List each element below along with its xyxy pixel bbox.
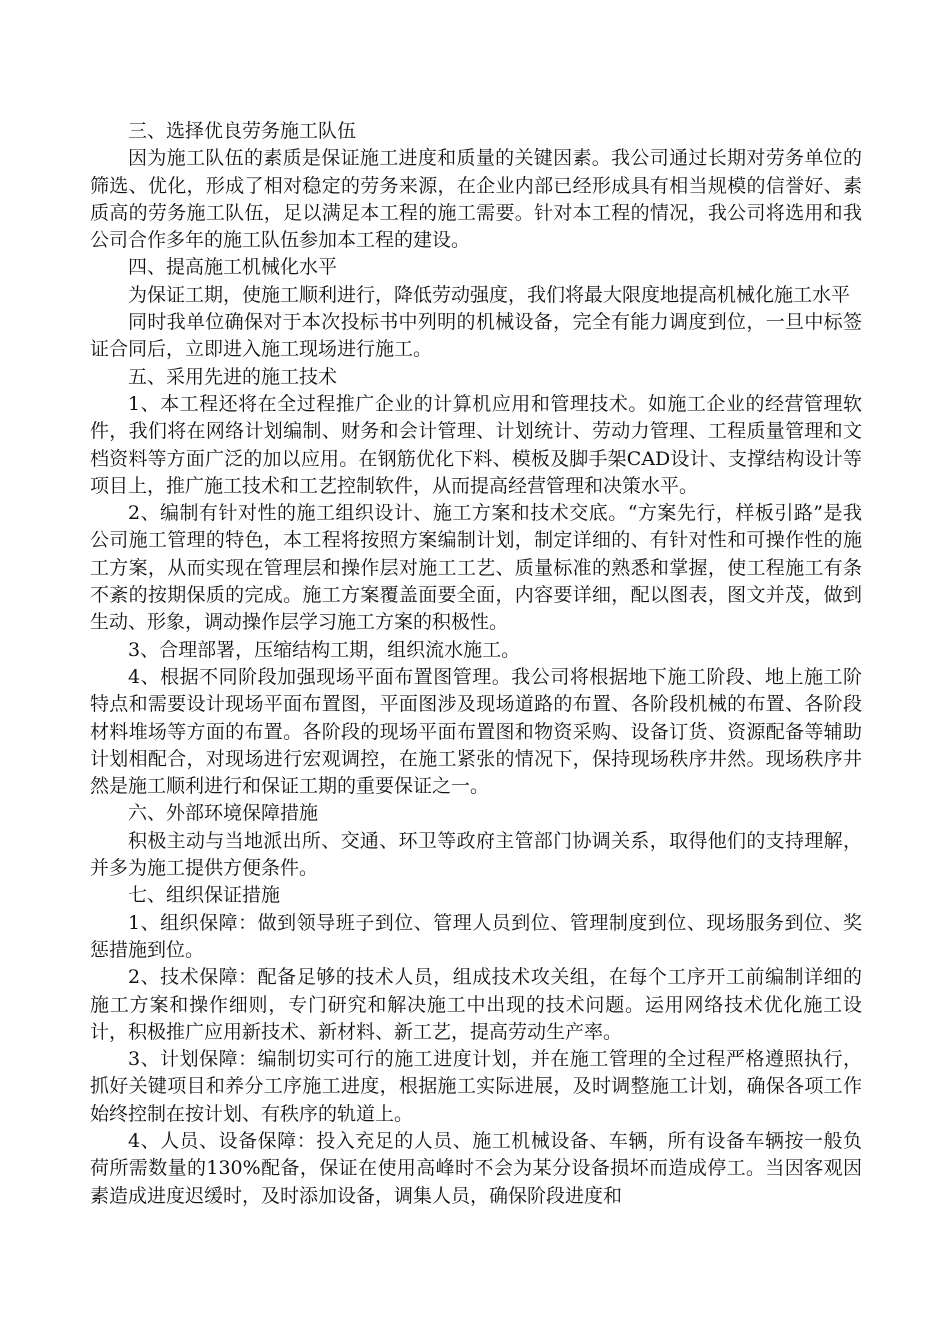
- section-heading-7: 七、组织保证措施: [128, 884, 281, 907]
- paragraph: 1、组织保障：做到领导班子到位、管理人员到位、管理制度到位、现场服务到位、奖惩措施到位。: [90, 911, 862, 961]
- paragraph: 2、技术保障：配备足够的技术人员，组成技术攻关组，在每个工序开工前编制详细的施工方案和操作细则，专门研究和解决施工中出现的技术问题。运用网络技术优化施工设计，积极推广应用新技术、新材料、新工艺，提高劳动生产率。: [90, 966, 862, 1043]
- paragraph: 为保证工期，使施工顺利进行，降低劳动强度，我们将最大限度地提高机械化施工水平: [128, 283, 851, 306]
- section-heading-6: 六、外部环境保障措施: [128, 802, 319, 825]
- paragraph: 积极主动与当地派出所、交通、环卫等政府主管部门协调关系，取得他们的支持理解，并多为施工提供方便条件。: [90, 829, 862, 880]
- paragraph: 2、编制有针对性的施工组织设计、施工方案和技术交底。“方案先行，样板引路”是我公司施工管理的特色，本工程将按照方案编制计划，制定详细的、有针对性和可操作性的施工方案，从而实现在管理层和操作层对施工工艺、质量标准的熟悉和掌握，使工程施工有条不紊的按期保质的完成。施工方案覆盖面要全面，内容要详细，配以图表，图文并茂，做到生动、形象，调动操作层学习施工方案的积极性。: [90, 502, 862, 634]
- section-heading-3: 三、选择优良劳务施工队伍: [128, 120, 357, 142]
- document-page: [90, 118, 862, 1210]
- section-heading-5: 五、采用先进的施工技术: [128, 365, 338, 388]
- paragraph: 1、本工程还将在全过程推广企业的计算机应用和管理技术。如施工企业的经营管理软件，我们将在网络计划编制、财务和会计管理、计划统计、劳动力管理、工程质量管理和文档资料等方面广泛的加以应用。在钢筋优化下料、模板及脚手架CAD设计、支撑结构设计等项目上，推广施工技术和工艺控制软件，从而提高经营管理和决策水平。: [90, 392, 862, 497]
- paragraph: 因为施工队伍的素质是保证施工进度和质量的关键因素。我公司通过长期对劳务单位的筛选、优化，形成了相对稳定的劳务来源，在企业内部已经形成具有相当规模的信誉好、素质高的劳务施工队伍，足以满足本工程的施工需要。针对本工程的情况，我公司将选用和我公司合作多年的施工队伍参加本工程的建设。: [90, 147, 862, 252]
- paragraph: 3、计划保障：编制切实可行的施工进度计划，并在施工管理的全过程严格遵照执行，抓好关键项目和养分工序施工进度，根据施工实际进展，及时调整施工计划，确保各项工作始终控制在按计划、有秩序的轨道上。: [90, 1048, 862, 1125]
- paragraph: 3、合理部署，压缩结构工期，组织流水施工。: [128, 638, 521, 661]
- paragraph: 4、根据不同阶段加强现场平面布置图管理。我公司将根据地下施工阶段、地上施工阶特点和需要设计现场平面布置图，平面图涉及现场道路的布置、各阶段机械的布置、各阶段材料堆场等方面的布置。各阶段的现场平面布置图和物资采购、设备订货、资源配备等辅助计划相配合，对现场进行宏观调控，在施工紧张的情况下，保持现场秩序井然。现场秩序井然是施工顺利进行和保证工期的重要保证之一。: [90, 665, 862, 798]
- section-heading-4: 四、提高施工机械化水平: [128, 256, 338, 279]
- paragraph: 4、人员、设备保障：投入充足的人员、施工机械设备、车辆，所有设备车辆按一般负荷所需数量的130%配备，保证在使用高峰时不会为某分设备损坏而造成停工。当因客观因素造成进度迟缓时，及时添加设备，调集人员，确保阶段进度和: [90, 1129, 862, 1207]
- paragraph: 同时我单位确保对于本次投标书中列明的机械设备，完全有能力调度到位，一旦中标签证合同后，立即进入施工现场进行施工。: [90, 311, 862, 361]
